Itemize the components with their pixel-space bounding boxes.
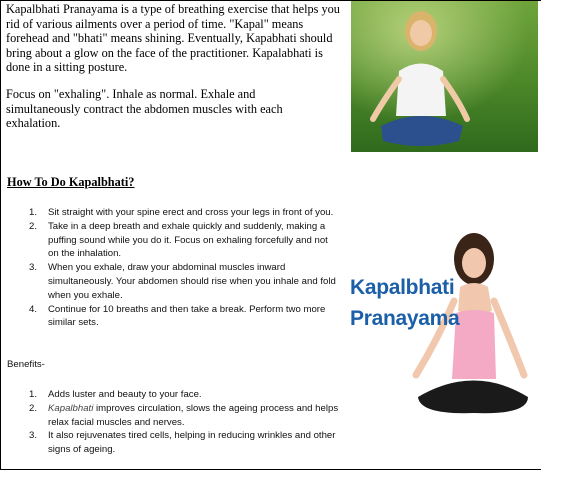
howto-heading: How To Do Kapalbhati? <box>7 175 135 189</box>
kapalbhati-poster <box>346 229 539 421</box>
focus-paragraph: Focus on "exhaling". Inhale as normal. Exhale and simultaneously contract the abdomen muscles with each exhalation. <box>6 87 283 130</box>
girl-meditating-photo <box>351 1 538 152</box>
intro-paragraph <box>6 2 346 75</box>
benefits-list <box>29 388 341 457</box>
intro-text: Kapalbhati Pranayama is a type of breathing exercise that helps you rid of various ailments over a period of time. "Kapal" means forehead and "bhati" means shining. Eventually, Kapabhati should bring about a glow on the face of the practitioner. Kapalabhati is done in a sitting posture. <box>6 2 340 74</box>
list-item: 1. Adds luster and beauty to your face. <box>29 389 202 400</box>
benefits-heading: Benefits- <box>7 359 45 370</box>
steps-list <box>29 206 341 330</box>
list-item: 3. When you exhale, draw your abdominal muscles inward simultaneously. Your abdomen should rise when you inhale and fold when you exhale. <box>29 262 336 301</box>
list-item: 3. It also rejuvenates tired cells, helping in reducing wrinkles and other signs of ageing. <box>29 430 336 456</box>
list-item: 2. Take in a deep breath and exhale quickly and suddenly, making a puffing sound while you do it. Focus on exhaling forcefully and not on the inhalation. <box>29 220 328 260</box>
list-item: 4. Continue for 10 breaths and then take a break. Perform two more similar sets. <box>29 303 326 329</box>
poster-title: Kapalbhati Pranayama <box>350 276 460 330</box>
list-item: 2. Kapalbhati improves circulation, slows the ageing process and helps relax facial muscles and nerves. <box>29 402 339 428</box>
list-item: 1. Sit straight with your spine erect and cross your legs in front of you. <box>29 207 334 218</box>
